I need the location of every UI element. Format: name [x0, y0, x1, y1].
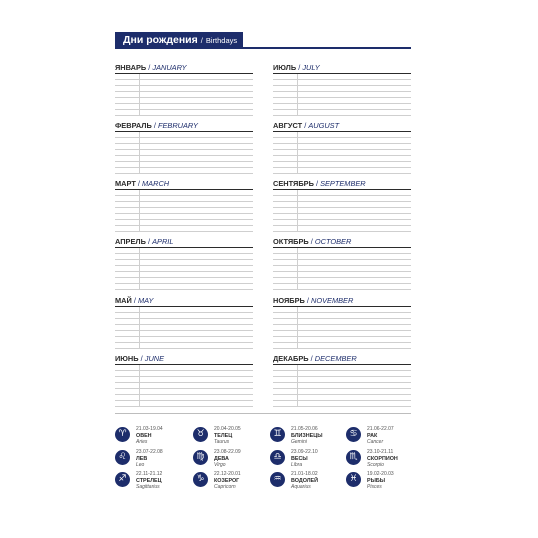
aries-icon: ♈: [115, 427, 130, 442]
month-title: ОКТЯБРЬ / OCTOBER: [273, 237, 352, 246]
zodiac-latin: Scorpio: [367, 462, 384, 469]
zodiac-name: ОВЕН: [136, 432, 152, 439]
zodiac-name: СКОРПИОН: [367, 455, 398, 462]
zodiac-latin: Libra: [291, 462, 303, 469]
month-july: [273, 63, 411, 119]
capricorn-icon: ♑: [193, 472, 208, 487]
month-title: ДЕКАБРЬ / DECEMBER: [273, 354, 357, 363]
virgo-icon: ♍: [193, 450, 208, 465]
month-title: ИЮЛЬ / JULY: [273, 63, 320, 72]
zodiac-dates: 21.06-22.07: [367, 426, 394, 432]
month-name-ru: ЯНВАРЬ: [115, 63, 147, 72]
zodiac-latin: Leo: [136, 462, 145, 469]
month-name-en: MARCH: [142, 179, 170, 188]
zodiac-name: КОЗЕРОГ: [214, 477, 240, 484]
leo-icon: ♌: [115, 450, 130, 465]
zodiac-dates: 21.05-20.06: [291, 426, 318, 432]
month-title: ФЕВРАЛЬ / FEBRUARY: [115, 121, 198, 130]
zodiac-dates: 23.09-22.10: [291, 449, 318, 455]
header-title-en: Birthdays: [205, 35, 238, 45]
month-lines[interactable]: [115, 364, 253, 407]
month-may: [115, 296, 253, 352]
zodiac-gemini: [270, 426, 342, 446]
month-lines[interactable]: [115, 189, 253, 232]
month-title: МАРТ / MARCH: [115, 179, 170, 188]
pisces-icon: ♓: [346, 472, 361, 487]
month-name-en: MAY: [137, 296, 154, 305]
month-december: [273, 354, 411, 410]
month-march: [115, 179, 253, 235]
month-name-en: APRIL: [152, 237, 174, 246]
zodiac-leo: [115, 449, 187, 469]
zodiac-scorpio: [346, 449, 418, 469]
zodiac-cancer: [346, 426, 418, 446]
month-lines[interactable]: [273, 131, 411, 174]
month-lines[interactable]: [273, 306, 411, 349]
zodiac-name: ВЕСЫ: [291, 455, 308, 462]
zodiac-name: ТЕЛЕЦ: [214, 432, 233, 439]
month-name-en: DECEMBER: [314, 354, 357, 363]
zodiac-latin: Aries: [136, 439, 148, 446]
zodiac-latin: Capricorn: [214, 484, 236, 491]
month-name-ru: ИЮЛЬ: [273, 63, 297, 72]
month-name-en: JANUARY: [152, 63, 187, 72]
taurus-icon: ♉: [193, 427, 208, 442]
zodiac-divider: [115, 413, 411, 414]
month-title: ЯНВАРЬ / JANUARY: [115, 63, 187, 72]
zodiac-latin: Cancer: [367, 439, 384, 446]
zodiac-dates: 22.12-20.01: [214, 471, 241, 477]
month-title: МАЙ / MAY: [115, 296, 154, 305]
zodiac-sagittarius: [115, 471, 187, 491]
month-name-ru: ДЕКАБРЬ: [273, 354, 309, 363]
month-lines[interactable]: [273, 247, 411, 290]
zodiac-libra: [270, 449, 342, 469]
zodiac-dates: 21.03-19.04: [136, 426, 163, 432]
month-lines[interactable]: [115, 73, 253, 116]
page-header: [115, 32, 243, 48]
zodiac-name: СТРЕЛЕЦ: [136, 477, 162, 484]
zodiac-latin: Taurus: [214, 439, 230, 446]
zodiac-capricorn: [193, 471, 265, 491]
zodiac-name: РАК: [367, 432, 378, 439]
zodiac-aries: [115, 426, 187, 446]
gemini-icon: ♊: [270, 427, 285, 442]
month-name-ru: СЕНТЯБРЬ: [273, 179, 314, 188]
zodiac-name: ЛЕВ: [136, 455, 148, 462]
zodiac-latin: Pisces: [367, 484, 382, 491]
month-title: ИЮНЬ / JUNE: [115, 354, 165, 363]
zodiac-latin: Virgo: [214, 462, 226, 469]
month-name-ru: ОКТЯБРЬ: [273, 237, 309, 246]
month-name-ru: МАРТ: [115, 179, 136, 188]
month-name-en: AUGUST: [308, 121, 340, 130]
zodiac-aquarius: [270, 471, 342, 491]
libra-icon: ♎: [270, 450, 285, 465]
zodiac-pisces: [346, 471, 418, 491]
header-rule: [115, 47, 411, 49]
month-title: АВГУСТ / AUGUST: [273, 121, 340, 130]
zodiac-dates: 20.04-20.05: [214, 426, 241, 432]
cancer-icon: ♋: [346, 427, 361, 442]
zodiac-name: ВОДОЛЕЙ: [291, 477, 319, 484]
month-february: [115, 121, 253, 177]
month-name-ru: АПРЕЛЬ: [115, 237, 146, 246]
scorpio-icon: ♏: [346, 450, 361, 465]
month-name-en: SEPTEMBER: [320, 179, 366, 188]
month-name-en: FEBRUARY: [157, 121, 198, 130]
sagittarius-icon: ♐: [115, 472, 130, 487]
month-name-en: OCTOBER: [314, 237, 352, 246]
month-october: [273, 237, 411, 293]
header-separator: /: [200, 35, 203, 45]
month-lines[interactable]: [115, 306, 253, 349]
zodiac-latin: Gemini: [291, 439, 307, 446]
month-june: [115, 354, 253, 410]
month-september: [273, 179, 411, 235]
zodiac-name: БЛИЗНЕЦЫ: [291, 432, 323, 439]
zodiac-dates: 23.10-21.11: [367, 449, 394, 455]
zodiac-dates: 22.11-21.12: [136, 471, 163, 477]
zodiac-latin: Sagittarius: [136, 484, 160, 491]
month-lines[interactable]: [273, 189, 411, 232]
zodiac-dates: 19.02-20.03: [367, 471, 394, 477]
aquarius-icon: ♒: [270, 472, 285, 487]
zodiac-latin: Aquarius: [291, 484, 311, 491]
month-title: НОЯБРЬ / NOVEMBER: [273, 296, 354, 305]
month-name-en: JUNE: [144, 354, 165, 363]
month-title: СЕНТЯБРЬ / SEPTEMBER: [273, 179, 366, 188]
header-title-ru: Дни рождения: [123, 34, 198, 46]
month-name-ru: АВГУСТ: [273, 121, 303, 130]
month-lines[interactable]: [115, 247, 253, 290]
month-lines[interactable]: [273, 364, 411, 407]
zodiac-name: РЫБЫ: [367, 477, 386, 484]
month-lines[interactable]: [273, 73, 411, 116]
month-name-en: JULY: [302, 63, 320, 72]
month-november: [273, 296, 411, 352]
zodiac-taurus: [193, 426, 265, 446]
month-name-ru: ФЕВРАЛЬ: [115, 121, 152, 130]
zodiac-virgo: [193, 449, 265, 469]
zodiac-dates: 23.07-22.08: [136, 449, 163, 455]
zodiac-dates: 21.01-18.02: [291, 471, 318, 477]
month-lines[interactable]: [115, 131, 253, 174]
month-name-ru: МАЙ: [115, 296, 132, 305]
month-april: [115, 237, 253, 293]
month-name-ru: НОЯБРЬ: [273, 296, 305, 305]
month-name-ru: ИЮНЬ: [115, 354, 139, 363]
month-january: [115, 63, 253, 119]
month-name-en: NOVEMBER: [311, 296, 354, 305]
month-august: [273, 121, 411, 177]
zodiac-name: ДЕВА: [214, 455, 229, 462]
zodiac-dates: 23.08-22.09: [214, 449, 241, 455]
month-title: АПРЕЛЬ / APRIL: [115, 237, 174, 246]
